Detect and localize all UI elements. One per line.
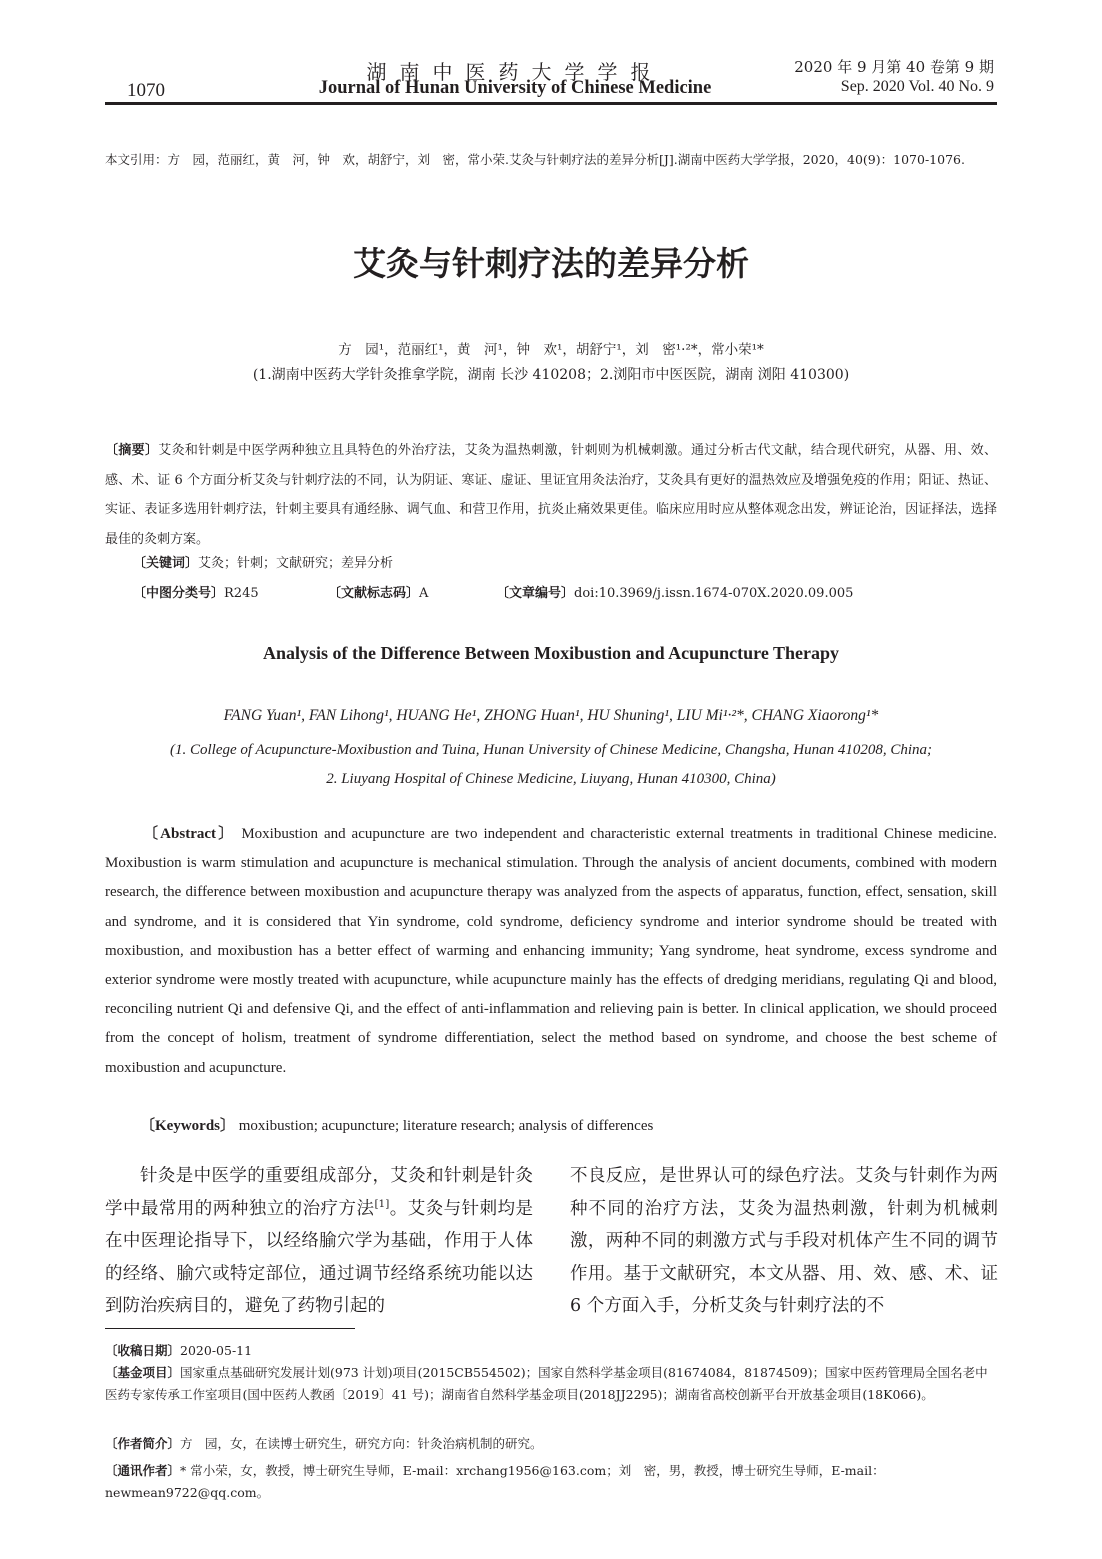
issue-info-cn: 2020 年 9 月第 40 卷第 9 期 [794, 58, 994, 76]
keywords-cn-text: 艾灸；针刺；文献研究；差异分析 [198, 556, 394, 571]
journal-title-cn: 湖南中医药大学学报 [366, 60, 664, 84]
journal-title-en: Journal of Hunan University of Chinese Medicine [318, 78, 712, 98]
reference-marker[interactable]: [1] [374, 1197, 390, 1210]
footnote-author-bio [105, 1433, 997, 1455]
received-label: 〔收稿日期〕 [105, 1343, 181, 1358]
funding-label: 〔基金项目〕 [105, 1365, 181, 1380]
authors-en: FANG Yuan¹, FAN Lihong¹, HUANG He¹, ZHONG Huan¹, HU Shuning¹, LIU Mi¹·²*, CHANG Xiaorong¹* [223, 707, 879, 724]
footnote-received [105, 1340, 997, 1362]
abstract-en-label: 〔Abstract〕 [143, 826, 236, 842]
doc-code-cell [328, 582, 496, 601]
body-column-left [105, 1160, 533, 1323]
affiliation-en [105, 736, 997, 794]
article-title-en: Analysis of the Difference Between Moxibustion and Acupuncture Therapy [262, 643, 840, 663]
footnote-funding [105, 1362, 997, 1406]
keywords-en-text: moxibustion; acupuncture; literature research; analysis of differences [238, 1118, 654, 1134]
doc-code-value: A [419, 586, 429, 601]
article-no-value: doi:10.3969/j.issn.1674-070X.2020.09.005 [574, 586, 854, 601]
keywords-cn-label: 〔关键词〕 [133, 556, 199, 571]
abstract-cn [105, 436, 997, 554]
abstract-en-text: Moxibustion and acupuncture are two independent and characteristic external treatments in traditional Chinese medicine. Moxibustion is warm stimulation and acupuncture is mechanical stimulation. Through the analysis of ancient documents, combined with modern research, the difference between moxibustion and acupuncture therapy was analyzed from the aspects of apparatus, function, effect, sensation, skill and syndrome, and it is considered that Yin syndrome, cold syndrome, deficiency syndrome and interior syndrome should be treated with moxibustion, and moxibustion has a better effect of warming and enhancing immunity; Yang syndrome, heat syndrome, excess syndrome and exterior syndrome were mostly treated with acupuncture, while acupuncture mainly has the effects of dredging meridians, regulating Qi and blood, reconciling nutrient Qi and defensive Qi, and the effect of anti-inflammation and relieving pain is better. In clinical application, we should proceed from the concept of holism, treatment of syndrome differentiation, select the method based on syndrome, and choose the best scheme of moxibustion and acupuncture. [105, 826, 997, 1076]
citation-line: 本文引用：方 园，范丽红，黄 河，钟 欢，胡舒宁，刘 密，常小荣.艾灸与针刺疗法的差异分析[J].湖南中医药大学学报，2020，40(9)：1070-1076. [105, 152, 965, 167]
body-left-part-2: 。艾灸与针刺均是在中医理论指导下，以经络腧穴学为基础，作用于人体的经络、腧穴或特定部位，通过调节经络系统功能以达到防治疾病目的，避免了药物引起的 [105, 1198, 534, 1316]
keywords-en-label: 〔Keywords〕 [140, 1118, 235, 1134]
abstract-cn-label: 〔摘要〕 [105, 443, 159, 458]
clc-value: R245 [224, 586, 259, 601]
affiliation-en-line-1: (1. College of Acupuncture-Moxibustion and Tuina, Hunan University of Chinese Medicine, Changsha, Hunan 410208, China; [169, 742, 932, 758]
footnote-corresponding [105, 1460, 997, 1504]
keywords-cn [133, 552, 393, 571]
clc-cell [133, 582, 328, 601]
corresponding-label: 〔通讯作者〕 [105, 1463, 181, 1478]
footnote-rule [105, 1328, 355, 1329]
author-bio-value: 方 园，女，在读博士研究生，研究方向：针灸治病机制的研究。 [180, 1436, 543, 1451]
body-column-right: 不良反应，是世界认可的绿色疗法。艾灸与针刺作为两种不同的治疗方法，艾灸为温热刺激，针刺为机械刺激，两种不同的刺激方式与手段对机体产生不同的调节作用。基于文献研究，本文从器、用、效、感、术、证 6 个方面入手，分析艾灸与针刺疗法的不 [570, 1166, 998, 1316]
authors-cn: 方 园¹，范丽红¹，黄 河¹，钟 欢¹，胡舒宁¹，刘 密¹·²*，常小荣¹* [338, 342, 764, 358]
page-number: 1070 [127, 80, 165, 101]
affiliation-cn: (1.湖南中医药大学针灸推拿学院，湖南 长沙 410208；2.浏阳市中医医院，湖南 浏阳 410300) [252, 367, 850, 383]
affiliation-en-line-2: 2. Liuyang Hospital of Chinese Medicine, Liuyang, Hunan 410300, China) [326, 771, 776, 787]
article-no-label: 〔文章编号〕 [496, 586, 575, 601]
corresponding-value: * 常小荣，女，教授，博士研究生导师，E-mail：xrchang1956@163.com；刘 密，男，教授，博士研究生导师，E-mail：newmean9722@qq.com。 [105, 1463, 885, 1500]
clc-label: 〔中图分类号〕 [133, 586, 225, 601]
keywords-en [140, 1114, 653, 1135]
issue-info-en: Sep. 2020 Vol. 40 No. 9 [840, 78, 994, 95]
header-rule [105, 102, 997, 105]
classification-row [133, 582, 997, 601]
article-no-cell [496, 582, 853, 601]
funding-value: 国家重点基础研究发展计划(973 计划)项目(2015CB554502)；国家自然科学基金项目(81674084，81874509)；国家中医药管理局全国名老中医药专家传承工作室项目(国中医药人教函〔2019〕41 号)；湖南省自然科学基金项目(2018JJ2295)；湖南省高校创新平台开放基金项目(18K066)。 [105, 1365, 988, 1402]
received-value: 2020-05-11 [180, 1343, 253, 1358]
body-left-part-1: 针灸是中医学的重要组成部分，艾灸和针刺是针灸学中最常用的两种独立的治疗方法 [105, 1166, 533, 1219]
doc-code-label: 〔文献标志码〕 [328, 586, 420, 601]
abstract-cn-text: 艾灸和针刺是中医学两种独立且具特色的外治疗法，艾灸为温热刺激，针刺则为机械刺激。通过分析古代文献，结合现代研究，从器、用、效、感、术、证 6 个方面分析艾灸与针刺疗法的不同，认为阴证、寒证、虚证、里证宜用灸法治疗，艾灸具有更好的温热效应及增强免疫的作用；阳证、热证、实证、表证多选用针刺疗法，针刺主要具有通经脉、调气血、和营卫作用，抗炎止痛效果更佳。临床应用时应从整体观念出发，辨证论治，因证择法，选择最佳的灸刺方案。 [105, 443, 997, 547]
article-title-cn: 艾灸与针刺疗法的差异分析 [353, 244, 749, 283]
author-bio-label: 〔作者简介〕 [105, 1436, 181, 1451]
abstract-en [105, 820, 997, 1083]
